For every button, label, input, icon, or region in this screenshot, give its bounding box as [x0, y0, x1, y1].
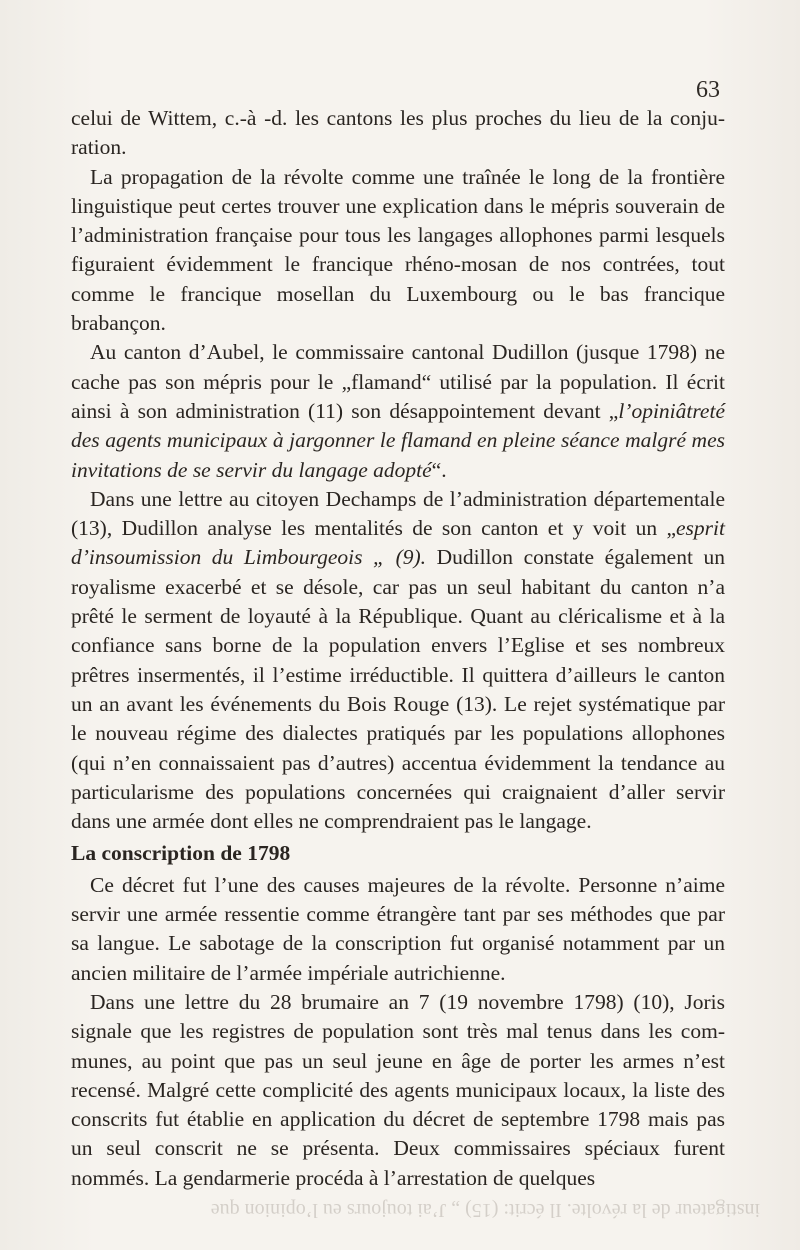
paragraph-4-text: Dans une lettre au citoyen Dechamps de l’administration départementale (13), Dudillon analyse les mentalités de son canton et y voit un „ [71, 486, 725, 541]
paragraph-4 [71, 485, 725, 837]
paragraph-3 [71, 338, 725, 484]
paragraph-1: celui de Wittem, c.-à -d. les cantons les plus proches du lieu de la conjuration. [71, 106, 725, 160]
paragraph-6: Dans une lettre du 28 brumaire an 7 (19 novembre 1798) (10), Joris signale que les registres de population sont très mal tenus dans les communes, au point que pas un seul jeune en âge de porter les armes n’est recensé. Malgré cette complicité des agents municipaux locaux, la liste des conscrits fut établie en application du décret de septembre 1798 mais pas un seul conscrit ne se présenta. Deux commissaires spéciaux furent nommés. La gendarmerie procéda à l’arrestation de quelques [71, 989, 725, 1190]
paragraph-4-end: Dudillon constate également un royalisme exacerbé et se désole, car pas un seul habitant du canton n’a prêté le serment de loyauté à la République. Quant au cléricalisme et à la confiance sans borne de la population envers l’Eglise et ses nombreux prêtres insermentés, il l’estime irréductible. Il quittera d’ailleurs le canton un an avant les événements du Bois Rouge (13). Le rejet systématique par le nouveau régime des dialectes pratiqués par les populations allophones (qui n’en connaissaient pas d’autres) accentua évidemment la tendance au particularisme des populations concernées qui craignaient d’aller servir dans une armée dont elles ne comprendraient pas le langage. [71, 545, 725, 834]
paragraph-2: La propagation de la révolte comme une traînée le long de la frontière linguistique peut certes trouver une explication dans le mépris souverain de l’administration française pour tous les langages allophones parmi lesquels figuraient évidemment le francique rhéno-mosan de nos contrées, tout comme le francique mosellan du Luxembourg ou le bas francique brabançon. [71, 164, 725, 336]
bleed-through-text: instigateur de la révolte. Il écrit: (15) „ J’ai toujours eu l’opinion que [210, 1199, 760, 1221]
paragraph-3-text: Au canton d’Aubel, le commissaire cantonal Dudillon (jusque 1798) ne cache pas son mépris pour le „flamand“ utilisé par la population. Il écrit ainsi à son administration (11) son désappointement devant „ [71, 340, 725, 423]
paragraph-4-quote: esprit d’insoumission du Limbourgeois „ (9). [71, 516, 725, 570]
page-number: 63 [696, 77, 720, 103]
paragraph-3-end: “. [431, 457, 447, 482]
section-heading: La conscription de 1798 [71, 841, 291, 866]
paragraph-5: Ce décret fut l’une des causes majeures de la révolte. Personne n’aime servir une armée ressentie comme étrangère tant par ses méthodes que par sa langue. Le sabotage de la conscription fut organisé notamment par un ancien militaire de l’armée impériale autrichienne. [71, 872, 725, 985]
body-text [71, 104, 725, 1193]
paragraph-3-quote: l’opiniâtreté des agents municipaux à jargonner le flamand en pleine séance malgré mes invitations de se servir du langage adopté [71, 398, 725, 482]
